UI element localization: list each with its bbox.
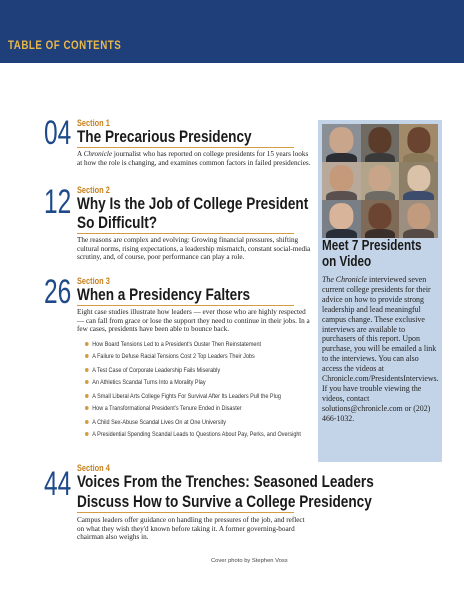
section-page-number[interactable]: 12 (44, 183, 72, 221)
section-label: Section 3 (77, 276, 110, 286)
president-portrait-8 (361, 200, 400, 238)
president-portrait-1 (322, 124, 361, 162)
president-portrait-5 (361, 162, 400, 200)
president-portrait-4 (322, 162, 361, 200)
bullet-icon (85, 368, 89, 372)
section-heading[interactable]: Voices From the Trenches: Seasoned Leaders (77, 472, 374, 491)
page-title: TABLE OF CONTENTS (8, 40, 122, 52)
bullet-icon (85, 342, 89, 346)
section-heading[interactable]: Why Is the Job of College President (77, 194, 309, 213)
president-portrait-9 (399, 200, 438, 238)
section-description: The reasons are complex and evolving: Growing financial pressures, shifting cultural norms, rising expectations, a leadership mismatch, constant social-media scrutiny, and, of course, poor performance can play a role. (77, 236, 311, 262)
section-divider (77, 147, 294, 148)
president-photo-grid (322, 124, 438, 238)
case-study-item[interactable]: A Failure to Defuse Racial Tensions Cost 2 Top Leaders Their Jobs (85, 353, 255, 360)
bullet-icon (85, 394, 89, 398)
section-description: Campus leaders offer guidance on handling the pressures of the job, and reflect on what they wish they'd known before taking it. A former governing-board chairman also weighs in. (77, 516, 305, 542)
section-page-number[interactable]: 44 (44, 465, 72, 503)
case-study-item[interactable]: A Small Liberal Arts College Fights For Survival After Its Leaders Pull the Plug (85, 393, 281, 400)
section-heading-line-2[interactable]: Discuss How to Survive a College Presidency (77, 492, 372, 511)
section-label: Section 2 (77, 185, 110, 195)
sidebar-body: The Chronicle interviewed seven current college presidents for their advice on how to provide strong leadership and lead meaningful campus change. These exclusive interviews are available to purchasers of this report. Upon purchase, you will be emailed a link to the interviews. You can also access the videos at Chronicle.com/PresidentsInterviews. If you have trouble viewing the videos, contact solutions@chronicle.com or (202) 466-1032. (322, 275, 439, 423)
case-study-item[interactable]: How a Transformational President's Tenure Ended in Disaster (85, 405, 242, 412)
header-banner (0, 0, 464, 63)
bullet-icon (85, 406, 89, 410)
section-heading[interactable]: The Precarious Presidency (77, 127, 252, 146)
section-divider (77, 512, 294, 513)
section-description: A Chronicle journalist who has reported on college presidents for 15 years looks at how the role is changing, and examines common factors in failed presidencies. (77, 150, 311, 167)
section-label: Section 1 (77, 118, 110, 128)
case-study-item[interactable]: A Presidential Spending Scandal Leads to Questions About Pay, Perks, and Oversight (85, 431, 301, 438)
video-promo-sidebar (318, 120, 442, 462)
section-label: Section 4 (77, 463, 110, 473)
case-study-item[interactable]: How Board Tensions Led to a President's Ouster Then Reinstatement (85, 341, 261, 348)
photo-credit: Cover photo by Stephen Voss (211, 558, 288, 564)
president-portrait-3 (399, 124, 438, 162)
president-portrait-7 (322, 200, 361, 238)
bullet-icon (85, 354, 89, 358)
president-portrait-6 (399, 162, 438, 200)
bullet-icon (85, 380, 89, 384)
bullet-icon (85, 432, 89, 436)
case-study-item[interactable]: A Test Case of Corporate Leadership Fails Miserably (85, 367, 220, 374)
section-heading-line-2[interactable]: So Difficult? (77, 213, 158, 232)
bullet-icon (85, 420, 89, 424)
section-page-number[interactable]: 26 (44, 273, 72, 311)
section-heading[interactable]: When a Presidency Falters (77, 285, 251, 304)
section-divider (77, 233, 294, 234)
president-portrait-2 (361, 124, 400, 162)
case-study-item[interactable]: An Athletics Scandal Turns Into a Morality Play (85, 379, 206, 386)
sidebar-title: Meet 7 Presidents on Video (322, 237, 422, 270)
section-description: Eight case studies illustrate how leaders — ever those who are highly respected — can fall from grace or lose the support they need to continue in their jobs. In a few cases, presidents have been able to bounce back. (77, 308, 310, 334)
section-page-number[interactable]: 04 (44, 114, 72, 152)
case-study-item[interactable]: A Child Sex-Abuse Scandal Lives On at One University (85, 419, 226, 426)
section-divider (77, 305, 294, 306)
